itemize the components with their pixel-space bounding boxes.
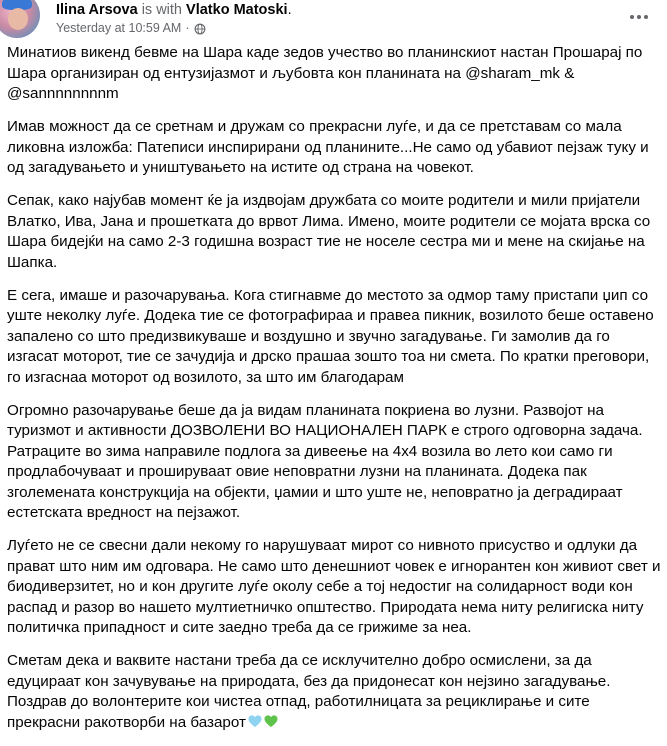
with-text: is with xyxy=(141,2,182,18)
more-dot xyxy=(644,15,648,19)
post-header xyxy=(0,0,667,40)
post-paragraph-7-wrapper xyxy=(7,651,663,733)
light-blue-heart-shape xyxy=(248,715,261,727)
post-paragraph-1: Минатиов викенд бевме на Шара каде зедов учество во планинскиот настан Прошарај по Шара организиран од ентузијазмот и љубовта кон планината на @sharam_mk & @sannnnnnnnm xyxy=(7,44,643,102)
post-body xyxy=(7,43,663,746)
green-heart-shape xyxy=(264,715,277,727)
tagged-user-link[interactable]: Vlatko Matoski xyxy=(186,2,288,18)
green-heart-icon xyxy=(264,715,278,728)
avatar-face xyxy=(8,8,28,30)
meta-separator: · xyxy=(185,21,190,35)
post-paragraph-3: Сепак, како најубав момент ќе ја издвојам дружбата со моите родители и мили пријатели Влатко, Ива, Јана и прошетката до врвот Лима. Имено, моите родители се мојата врска со Шара бидејќи на само 2-3 годишна возраст тие не носеле сестра ми и мене на скијање на Шапка. xyxy=(7,192,651,271)
author-name-link[interactable]: Ilina Arsova xyxy=(56,2,138,18)
post-paragraph-6: Луѓето не се свесни дали некому го нарушуваат мирот со нивното присуство и одлуки да прават што ним им одговара. Не само што денешниот човек е игнорантен кон живиот свет и биодиверзитет, но и кон другите луѓе околу себе а тој недостиг на солидарност води кон распад и разор во нашето мултиетничко општество. Природата нема ниту религиска ниту политичка припадност и сите заедно треба да се грижиме за неа. xyxy=(7,537,661,636)
more-options-button[interactable] xyxy=(624,2,654,32)
post-timestamp-link[interactable]: Yesterday at 10:59 AM xyxy=(56,21,182,35)
post-meta xyxy=(56,20,206,36)
author-line-period: . xyxy=(287,2,292,18)
globe-icon[interactable] xyxy=(194,23,206,35)
more-dot xyxy=(637,15,641,19)
post-paragraph-5: Огромно разочарување беше да ја видам планината покриена во лузни. Развојот на туризмот и активности ДОЗВОЛЕНИ ВО НАЦИОНАЛЕН ПАРК е строго одговорна задача. Ратраците во зима направиле подлога за дивеење на 4х4 возила во лето кои само ги продлабочуваат и прошируваат овие неповратни лузни на планината. Додека пак зголемената конструкција на објекти, џамии и што уште не, неповратно ја деградираат естетската вредност на пејзажот. xyxy=(7,401,643,521)
author-line xyxy=(56,1,292,19)
more-dot xyxy=(630,15,634,19)
post-paragraph-2: Имав можност да се сретнам и дружам со прекрасни луѓе, и да се претставам со мала ликовна изложба: Патеписи инспирирани од планините...Не само од убавиот пејзаж туку и од загадувањето и уништувањето на истите од страна на човекот. xyxy=(7,118,649,176)
author-avatar[interactable] xyxy=(0,0,40,38)
post-paragraph-7: Сметам дека и ваквите настани треба да се исклучително добро осмислени, за да едуцираат кон зачувување на природата, без да придонесат кон нејзино загадување. Поздрав до волонтерите кои чистеа отпад, работилницата за рециклирање и сите прекрасни ракотворби на базарот xyxy=(7,652,611,731)
light-blue-heart-icon xyxy=(248,715,262,728)
post-paragraph-4: Е сега, имаше и разочарувања. Кога стигнавме до местото за одмор таму пристапи џип со уште неколку луѓе. Додека тие се фотографираа и правеа пикник, возилото беше оставено запалено со што предизвикуваше и воздушно и звучно загадување. Ги замолив да го изгасат моторот, тие се зачудија и дрско прашаа зошто тоа ни смета. По кратки преговори, го изгаснаа моторот од возилото, за што им благодарам xyxy=(7,286,654,386)
